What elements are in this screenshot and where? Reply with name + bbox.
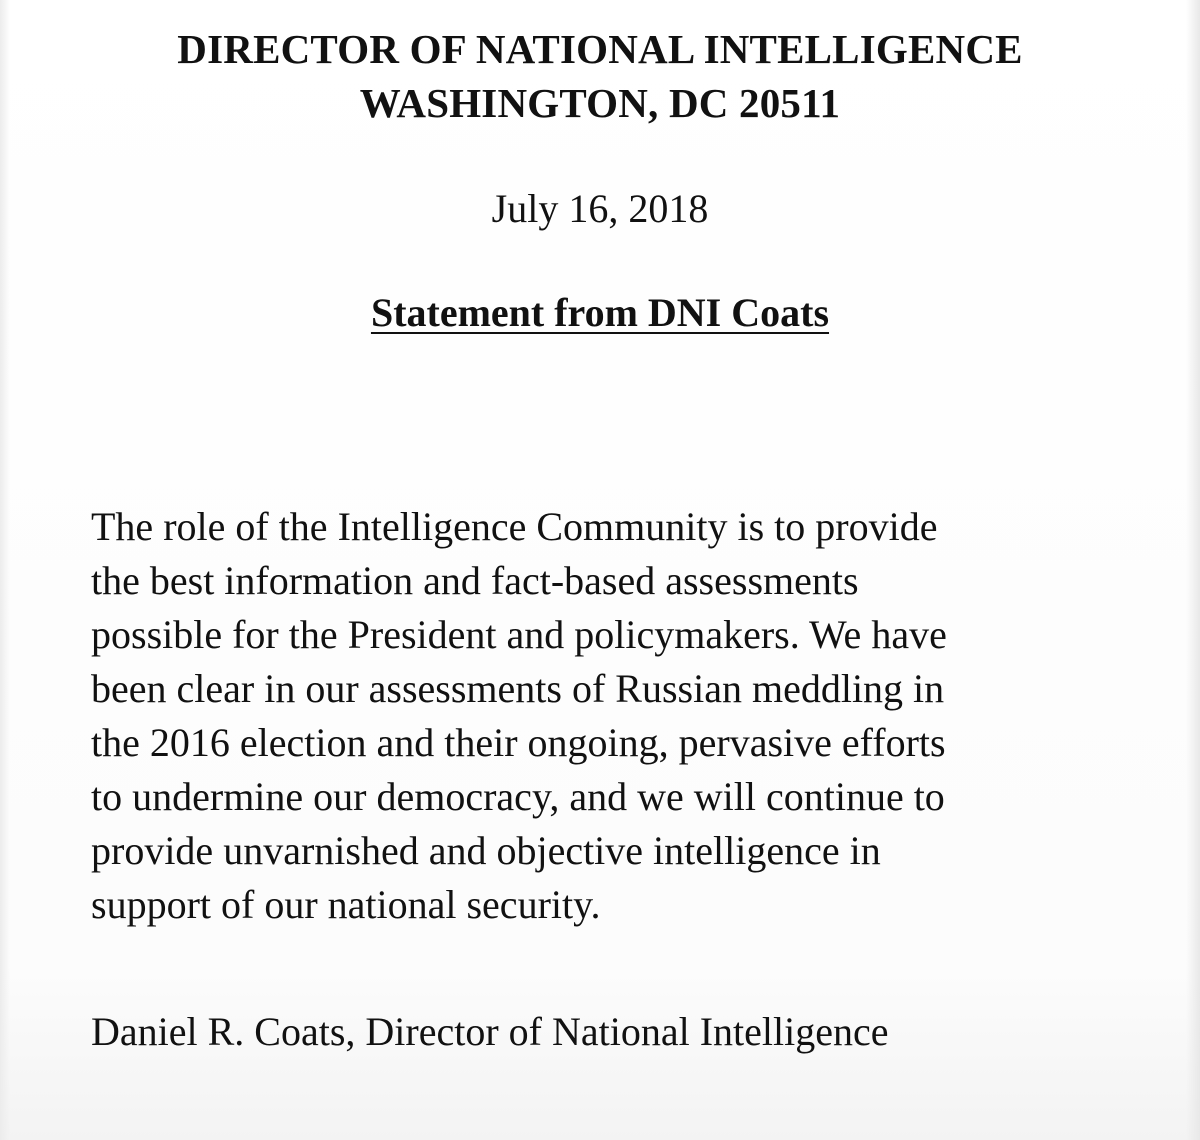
page-right-edge-shadow bbox=[1186, 0, 1200, 1140]
statement-title-wrapper bbox=[0, 288, 1200, 338]
page-left-edge-shadow bbox=[0, 0, 10, 1140]
signature-line: Daniel R. Coats, Director of National Intelligence bbox=[91, 1009, 889, 1054]
body-line: the best information and fact-based assessments bbox=[91, 558, 859, 603]
document-date: July 16, 2018 bbox=[491, 186, 709, 231]
body-line: support of our national security. bbox=[91, 882, 601, 927]
letterhead-address: WASHINGTON, DC 20511 bbox=[359, 80, 841, 126]
letterhead-agency: DIRECTOR OF NATIONAL INTELLIGENCE bbox=[177, 26, 1023, 72]
body-line: provide unvarnished and objective intelligence in bbox=[91, 828, 881, 873]
body-line: possible for the President and policymakers. We have bbox=[91, 612, 947, 657]
body-line: The role of the Intelligence Community is to provide bbox=[91, 504, 938, 549]
body-line: to undermine our democracy, and we will continue to bbox=[91, 774, 945, 819]
body-line: the 2016 election and their ongoing, pervasive efforts bbox=[91, 720, 946, 765]
body-line: been clear in our assessments of Russian meddling in bbox=[91, 666, 945, 711]
statement-title: Statement from DNI Coats bbox=[370, 290, 830, 335]
letterhead bbox=[0, 22, 1200, 130]
statement-body bbox=[91, 500, 1151, 932]
